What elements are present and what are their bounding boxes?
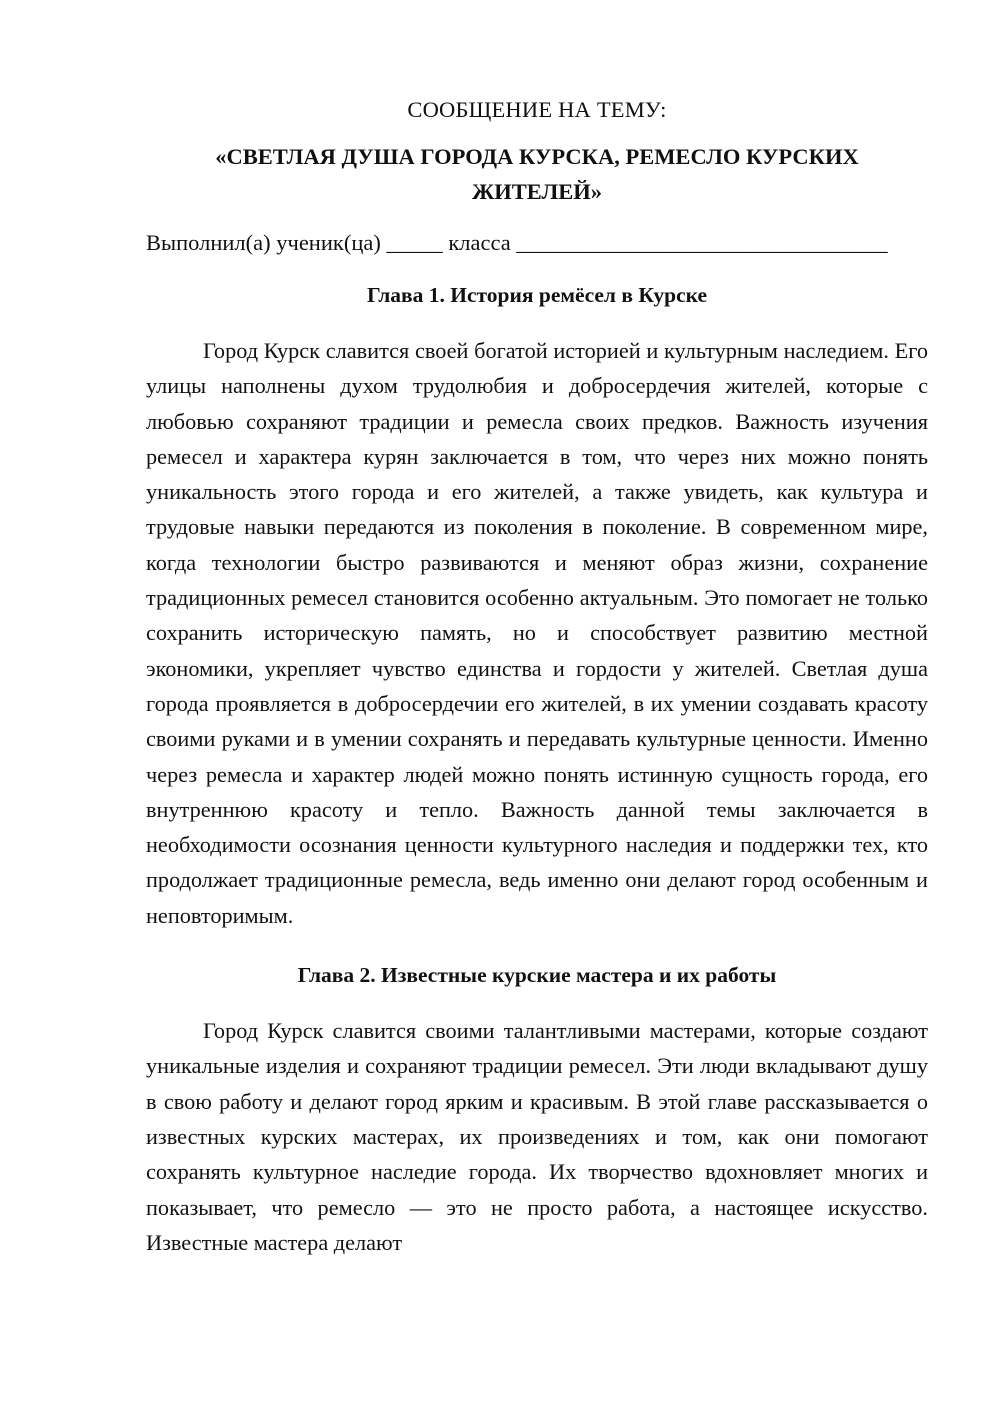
chapter-2-heading: Глава 2. Известные курские мастера и их работы [297,963,777,988]
chapter-1-heading: Глава 1. История ремёсел в Курске [366,283,708,307]
author-line: Выполнил(а) ученик(ца) _____ класса _________________________________ [146,230,888,255]
topic-heading: СООБЩЕНИЕ НА ТЕМУ: [407,97,667,122]
chapter-2-paragraph: Город Курск славится своими талантливыми мастерами, которые создают уникальные изделия и сохраняют традиции ремесел. Эти люди вкладывают душу в свою работу и делают город ярким и красивым. В этой главе рассказывается о известных курских мастерах, их произведениях и том, как они помогают сохранять культурное наследие города. Их творчество вдохновляет многих и показывает, что ремесло — это не просто работа, а настоящее искусство. Известные мастера делают [146,1018,928,1255]
document-title: «СВЕТЛАЯ ДУША ГОРОДА КУРСКА, РЕМЕСЛО КУРСКИХ ЖИТЕЛЕЙ» [215,144,859,204]
document-page [146,94,928,1260]
chapter-1-paragraph: Город Курск славится своей богатой историей и культурным наследием. Его улицы наполнены духом трудолюбия и добросердечия жителей, которые с любовью сохраняют традиции и ремесла своих предков. Важность изучения ремесел и характера курян заключается в том, что через них можно понять уникальность этого города и его жителей, а также увидеть, как культура и трудовые навыки передаются из поколения в поколение. В современном мире, когда технологии быстро развиваются и меняют образ жизни, сохранение традиционных ремесел становится особенно актуальным. Это помогает не только сохранить историческую память, но и способствует развитию местной экономики, укрепляет чувство единства и гордости у жителей. Светлая душа города проявляется в добросердечии его жителей, в их умении создавать красоту своими руками и в умении сохранять и передавать культурные ценности. Именно через ремесла и характер людей можно понять истинную сущность города, его внутреннюю красоту и тепло. Важность данной темы заключается в необходимости осознания ценности культурного наследия и поддержки тех, кто продолжает традиционные ремесла, ведь именно они делают город особенным и неповторимым. [146,338,928,928]
